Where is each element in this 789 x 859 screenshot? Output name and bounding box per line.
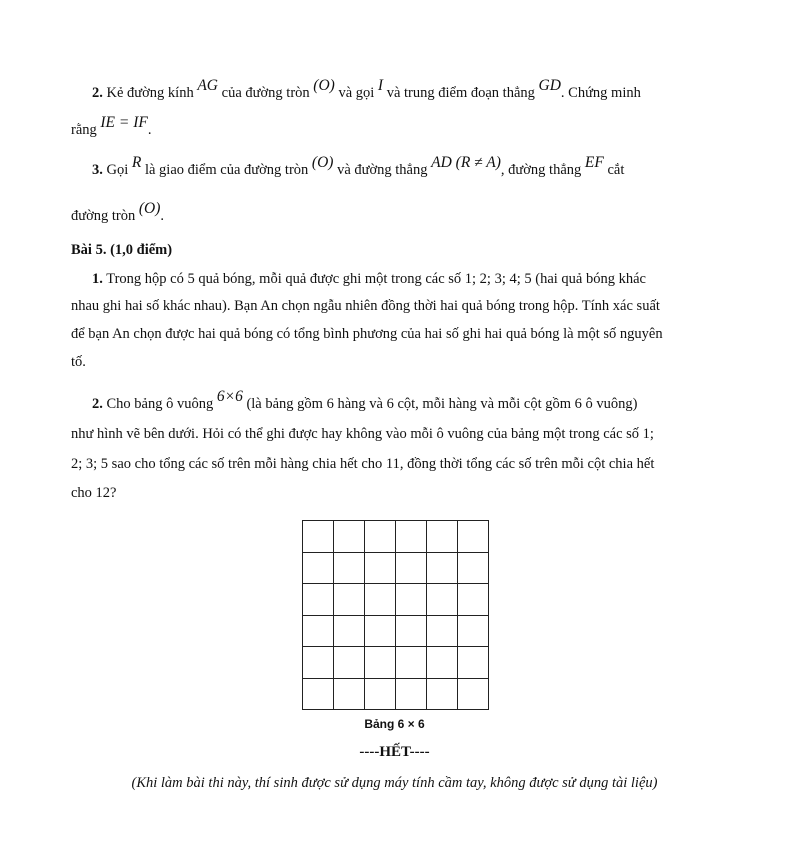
grid-table-6x6 <box>302 520 489 710</box>
grid-cell <box>396 584 427 616</box>
text: . Chứng minh <box>560 85 641 101</box>
grid-cell <box>396 521 427 553</box>
text: là giao điểm của đường tròn <box>144 162 309 178</box>
grid-cell <box>334 647 365 679</box>
grid-cell <box>427 584 458 616</box>
grid-cell <box>396 679 427 711</box>
grid-cell <box>396 616 427 648</box>
grid-cell <box>427 647 458 679</box>
part2-line-2 <box>71 114 152 139</box>
grid-cell <box>458 647 489 679</box>
grid-cell <box>334 679 365 711</box>
math-gd: GD <box>538 77 561 94</box>
grid-cell <box>303 616 334 648</box>
grid-cell <box>458 584 489 616</box>
text: Gọi <box>106 162 129 178</box>
text: rằng <box>71 122 97 138</box>
part3-line-1 <box>92 154 625 179</box>
text: , đường thẳng <box>500 162 582 178</box>
grid-cell <box>334 584 365 616</box>
grid-cell <box>334 553 365 585</box>
text: đường tròn <box>71 208 136 224</box>
q1-line-4: tố. <box>71 354 86 370</box>
math-circle-o: (O) <box>311 154 334 171</box>
text: cắt <box>607 162 625 178</box>
footer-note: (Khi làm bài thi này, thí sinh được sử dụng máy tính cầm tay, không được sử dụng tài liệu) <box>131 775 658 791</box>
grid-cell <box>303 647 334 679</box>
part3-label: 3. <box>92 162 103 178</box>
q1-line-2: nhau ghi hai số khác nhau). Bạn An chọn ngẫu nhiên đồng thời hai quả bóng trong hộp. Tính xác suất <box>71 298 660 314</box>
q2-line-3: 2; 3; 5 sao cho tổng các số trên mỗi hàng chia hết cho 11, đồng thời tổng các số trên mỗi cột chia hết <box>71 456 655 472</box>
math-ef: EF <box>584 154 604 171</box>
grid-cell <box>365 553 396 585</box>
math-ie-if: IE = IF <box>100 114 148 131</box>
q1-label: 1. <box>92 271 103 287</box>
text: . <box>160 208 165 224</box>
part3-line-2 <box>71 200 165 225</box>
math-circle-o: (O) <box>313 77 335 94</box>
math-circle-o: (O) <box>138 200 161 217</box>
math-i: I <box>377 77 384 94</box>
grid-cell <box>303 553 334 585</box>
q2-line-1 <box>92 388 638 413</box>
section-heading: Bài 5. (1,0 điểm) <box>71 242 173 258</box>
grid-cell <box>458 553 489 585</box>
text: và đường thẳng <box>337 162 428 178</box>
grid-cell <box>427 553 458 585</box>
grid-cell <box>458 521 489 553</box>
math-r: R <box>131 154 142 171</box>
grid-cell <box>396 647 427 679</box>
end-mark: ----HẾT---- <box>359 744 430 760</box>
math-ad-r-ne-a: AD (R ≠ A) <box>431 154 501 171</box>
text: của đường tròn <box>221 85 310 101</box>
grid-cell <box>427 521 458 553</box>
grid-cell <box>458 679 489 711</box>
math-6x6: 6×6 <box>216 388 243 405</box>
text: Kẻ đường kính <box>106 85 194 101</box>
grid-cell <box>334 521 365 553</box>
text: Cho bảng ô vuông <box>106 396 214 412</box>
q2-line-4: cho 12? <box>71 485 117 501</box>
grid-cell <box>303 521 334 553</box>
q2-label: 2. <box>92 396 103 412</box>
grid-cell <box>365 521 396 553</box>
grid-cell <box>303 679 334 711</box>
q2-line-2: như hình vẽ bên dưới. Hỏi có thể ghi được hay không vào mỗi ô vuông của bảng một trong các số 1; <box>71 426 654 442</box>
grid-cell <box>427 616 458 648</box>
part2-label: 2. <box>92 85 103 101</box>
q1-line-1 <box>92 270 646 288</box>
text: (là bảng gồm 6 hàng và 6 cột, mỗi hàng và mỗi cột gồm 6 ô vuông) <box>246 396 638 412</box>
text: và gọi <box>338 85 375 101</box>
grid-cell <box>334 616 365 648</box>
grid-cell <box>365 647 396 679</box>
figure-caption: Bảng 6 × 6 <box>364 717 425 731</box>
grid-cell <box>365 584 396 616</box>
grid-cell <box>365 679 396 711</box>
text: . <box>147 122 152 138</box>
part2-line-1 <box>92 77 641 102</box>
grid-cell <box>458 616 489 648</box>
grid-cell <box>303 584 334 616</box>
text: và trung điểm đoạn thẳng <box>386 85 535 101</box>
math-ag: AG <box>197 77 219 94</box>
grid-cell <box>427 679 458 711</box>
grid-cell <box>365 616 396 648</box>
text: Trong hộp có 5 quả bóng, mỗi quả được ghi một trong các số 1; 2; 3; 4; 5 (hai quả bóng khác <box>106 271 646 287</box>
grid-cell <box>396 553 427 585</box>
q1-line-3: để bạn An chọn được hai quả bóng có tổng bình phương của hai số ghi hai quả bóng là một số nguyên <box>71 326 663 342</box>
